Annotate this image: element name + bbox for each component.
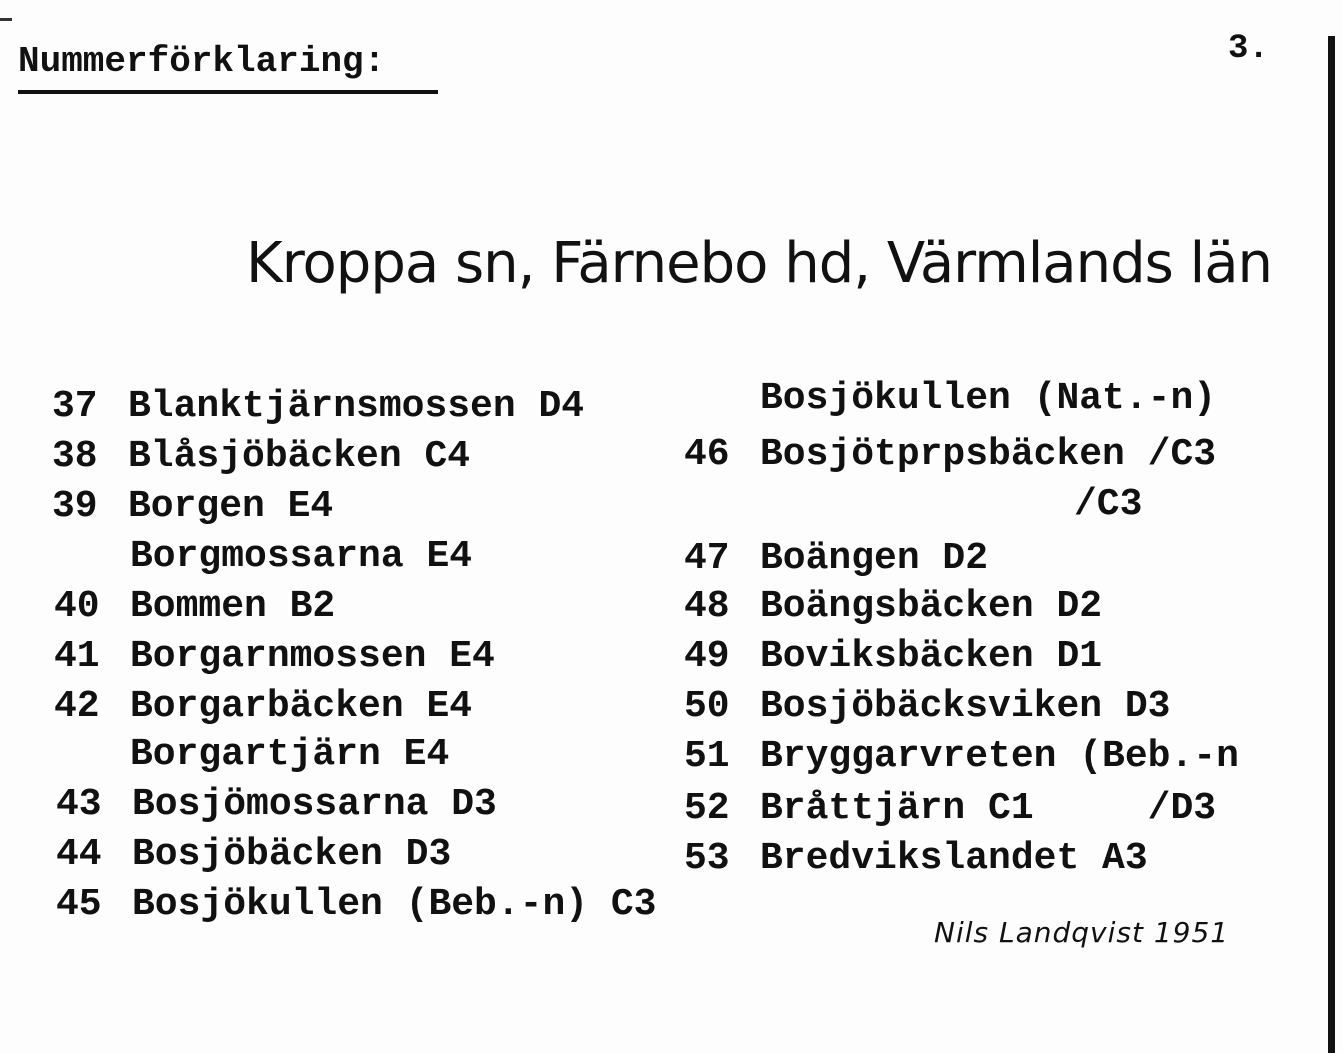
entry-text: Bosjömossarna D3 (132, 783, 497, 826)
entry-text: Boängen D2 (760, 537, 989, 580)
page-number: 3. (1228, 30, 1269, 68)
list-item (54, 635, 495, 678)
list-item (684, 735, 1239, 778)
entry-text: /C3 (1074, 483, 1143, 526)
entry-number: 45 (56, 883, 102, 926)
list-item (54, 535, 473, 578)
list-item (684, 377, 1217, 420)
entry-text: Bråttjärn C1 /D3 (760, 787, 1217, 830)
entry-text: Boviksbäcken D1 (760, 635, 1103, 678)
entry-text: Bommen B2 (130, 585, 336, 628)
entry-text: Bredvikslandet A3 (760, 837, 1148, 880)
entry-text: Bosjökullen (Nat.-n) (760, 377, 1217, 420)
entry-text: Blåsjöbäcken C4 (128, 435, 471, 478)
list-item (56, 883, 657, 926)
entry-text: Blanktjärnsmossen D4 (128, 385, 585, 428)
list-item (684, 585, 1103, 628)
entry-number: 48 (684, 585, 730, 628)
entry-text: Boängsbäcken D2 (760, 585, 1103, 628)
entry-text: Borgartjärn E4 (130, 733, 450, 776)
list-item (52, 385, 585, 428)
list-item (52, 485, 334, 528)
entry-text: Borgen E4 (128, 485, 334, 528)
entry-number: 38 (52, 435, 98, 478)
entry-text: Bryggarvreten (Beb.-n (760, 735, 1239, 778)
list-item (54, 685, 473, 728)
list-item (54, 733, 450, 776)
entry-number: 46 (684, 433, 730, 476)
list-item (684, 635, 1103, 678)
list-item (684, 537, 989, 580)
card-edge-border (1328, 36, 1335, 1053)
entry-text: Bosjökullen (Beb.-n) C3 (132, 883, 657, 926)
list-item (684, 787, 1217, 830)
heading: Nummerförklaring: (18, 41, 386, 82)
entry-text: Borgarnmossen E4 (130, 635, 495, 678)
list-item (1074, 483, 1143, 526)
entry-number: 42 (54, 685, 100, 728)
entry-number: 53 (684, 837, 730, 880)
list-item (684, 685, 1171, 728)
entry-text: Bosjöbäcksviken D3 (760, 685, 1171, 728)
heading-underline (18, 90, 438, 94)
signature: Nils Landqvist 1951 (934, 916, 1230, 949)
scan-speck (0, 18, 12, 21)
list-item (684, 433, 1217, 476)
entry-number: 52 (684, 787, 730, 830)
entry-text: Borgarbäcken E4 (130, 685, 473, 728)
list-item (56, 783, 497, 826)
entry-number: 50 (684, 685, 730, 728)
list-item (684, 837, 1148, 880)
list-item (54, 585, 336, 628)
list-item (52, 435, 471, 478)
entry-number: 51 (684, 735, 730, 778)
entry-number: 37 (52, 385, 98, 428)
entry-text: Bosjötprpsbäcken /C3 (760, 433, 1217, 476)
entry-number: 49 (684, 635, 730, 678)
entry-number: 41 (54, 635, 100, 678)
entry-number: 40 (54, 585, 100, 628)
entry-number: 47 (684, 537, 730, 580)
entry-text: Borgmossarna E4 (130, 535, 473, 578)
list-item (56, 833, 452, 876)
entry-number: 43 (56, 783, 102, 826)
entry-number: 44 (56, 833, 102, 876)
entry-text: Bosjöbäcken D3 (132, 833, 452, 876)
page-title: Kroppa sn, Färnebo hd, Värmlands län (246, 231, 1273, 296)
entry-number: 39 (52, 485, 98, 528)
